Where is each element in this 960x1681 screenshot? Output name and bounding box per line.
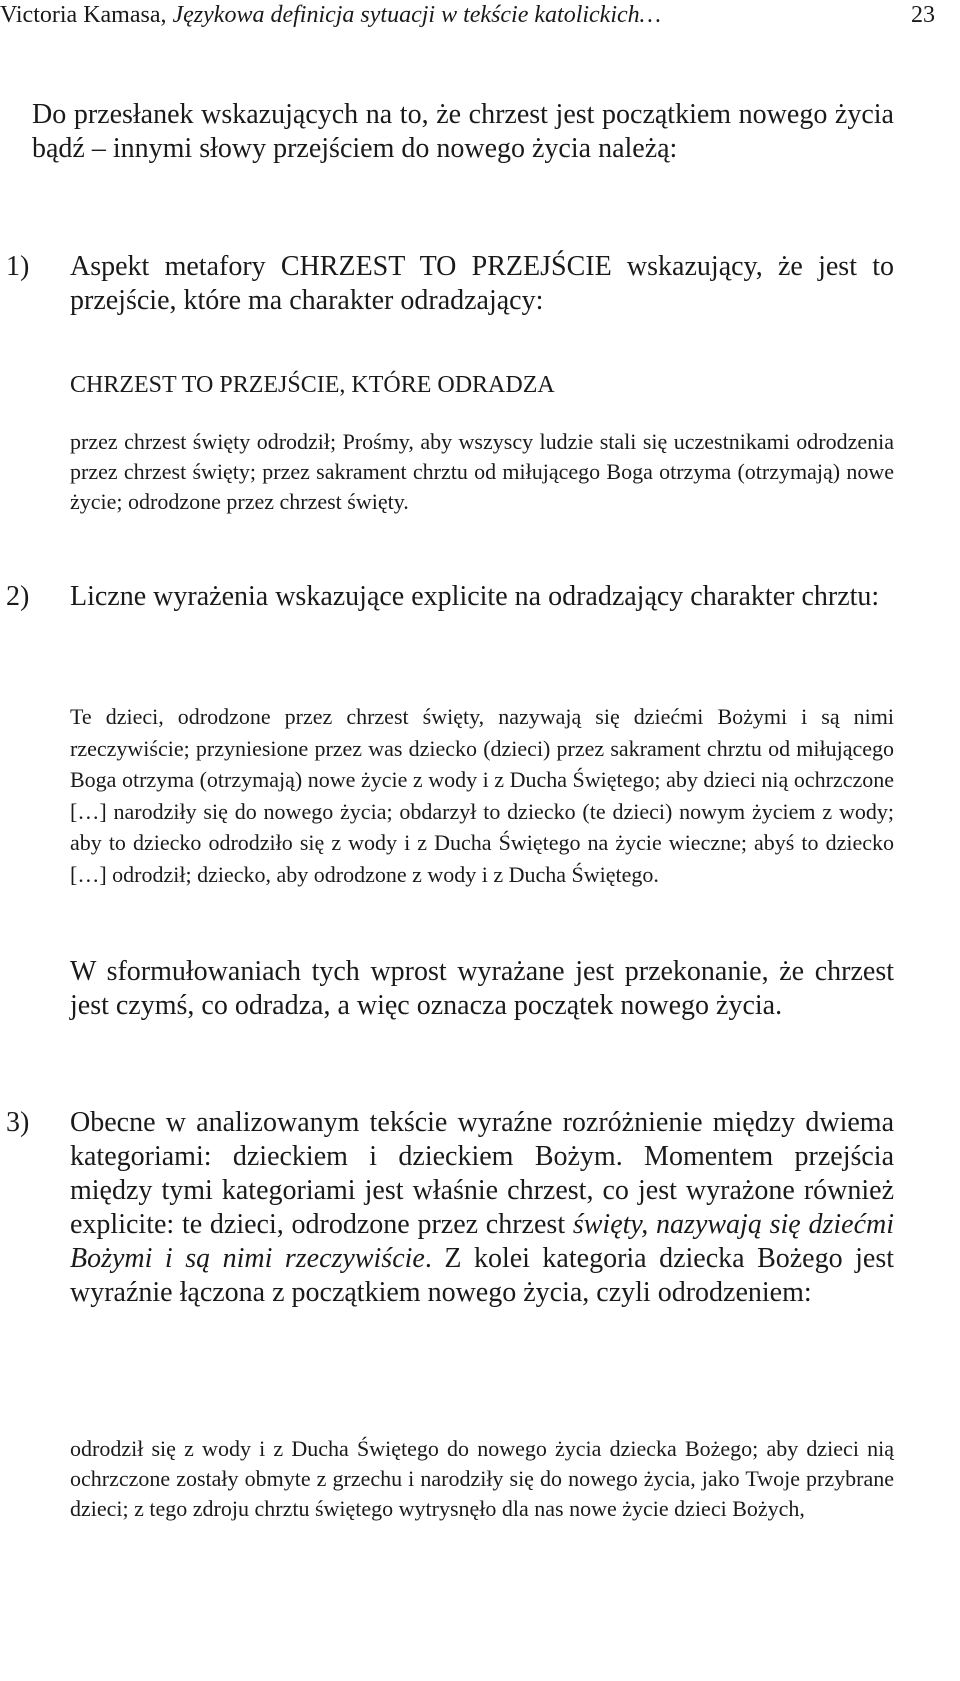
list-marker-1: 1) [6,251,30,282]
list-item-2 [6,580,894,614]
header-title: Językowa definicja sytuacji w tekście katolickich… [172,2,661,28]
quote-block-3: odrodził się z wody i z Ducha Świętego do nowego życia dziecka Bożego; aby dzieci nią ochrzczone zostały obmyte z grzechu i narodziły się do nowego życia, jako Twoje przybrane dzieci; z tego zdroju chrztu świętego wytrysnęło dla nas nowe życie dzieci Bożych, [70,1436,894,1521]
list-marker-2: 2) [6,581,30,612]
list-item-1-text: Aspekt metafory CHRZEST TO PRZEJŚCIE wskazujący, że jest to przejście, które ma charakter odradzający: [70,251,894,316]
list-item-3-text-start: Obecne w analizowanym tekście wyraźne rozróżnienie między dwiema kategoriami: dzieckiem i dzieckiem Bożym. Momentem przejścia między tymi kategoriami jest właśnie chrzest, co jest wyrażone również explicite: te dzieci, odrodzone przez chrzest [70,1107,894,1240]
quote-block-1: przez chrzest święty odrodził; Prośmy, aby wszyscy ludzie stali się uczestnikami odrodzenia przez chrzest święty; przez sakrament chrztu od miłującego Boga otrzyma (otrzymają) nowe życie; odrodzone przez chrzest święty. [70,429,894,514]
list-item-3 [6,1106,894,1310]
page-number: 23 [911,2,935,28]
list-item-3-text-end: . Z kolei kategoria dziecka Bożego jest wyraźnie łączona z początkiem nowego życia, czyli odrodzeniem: [70,1243,894,1308]
quote-block-2: Te dzieci, odrodzone przez chrzest święty, nazywają się dziećmi Bożymi i są nimi rzeczywiście; przyniesione przez was dziecko (dzieci) przez sakrament chrztu od miłującego Boga otrzyma (otrzymają) nowe życie z wody i z Ducha Świętego; aby dzieci nią ochrzczone […] narodziły się do nowego życia; obdarzył to dziecko (te dzieci) nowym życiem z wody; aby to dziecko odrodziło się z wody i z Ducha Świętego na życie wieczne; abyś to dziecko […] odrodził; dziecko, aby odrodzone z wody i z Ducha Świętego. [70,704,894,887]
list-item-1 [6,250,894,318]
list-marker-3: 3) [6,1107,30,1138]
header-author: Victoria Kamasa, [0,2,173,28]
conclusion-paragraph: W sformułowaniach tych wprost wyrażane jest przekonanie, że chrzest jest czymś, co odradza, a więc oznacza początek nowego życia. [70,956,894,1021]
list-item-3-italic-quote: święty, nazywają się dziećmi Bożymi i są nimi rzeczywiście [70,1209,894,1274]
intro-paragraph: Do przesłanek wskazujących na to, że chrzest jest początkiem nowego życia bądź – innymi słowy przejściem do nowego życia należą: [32,99,894,164]
list-item-3-text [70,1106,894,1310]
list-item-2-text: Liczne wyrażenia wskazujące explicite na odradzający charakter chrztu: [70,581,880,612]
metaphor-heading: CHRZEST TO PRZEJŚCIE, KTÓRE ODRADZA [70,372,555,398]
running-header [0,0,935,30]
